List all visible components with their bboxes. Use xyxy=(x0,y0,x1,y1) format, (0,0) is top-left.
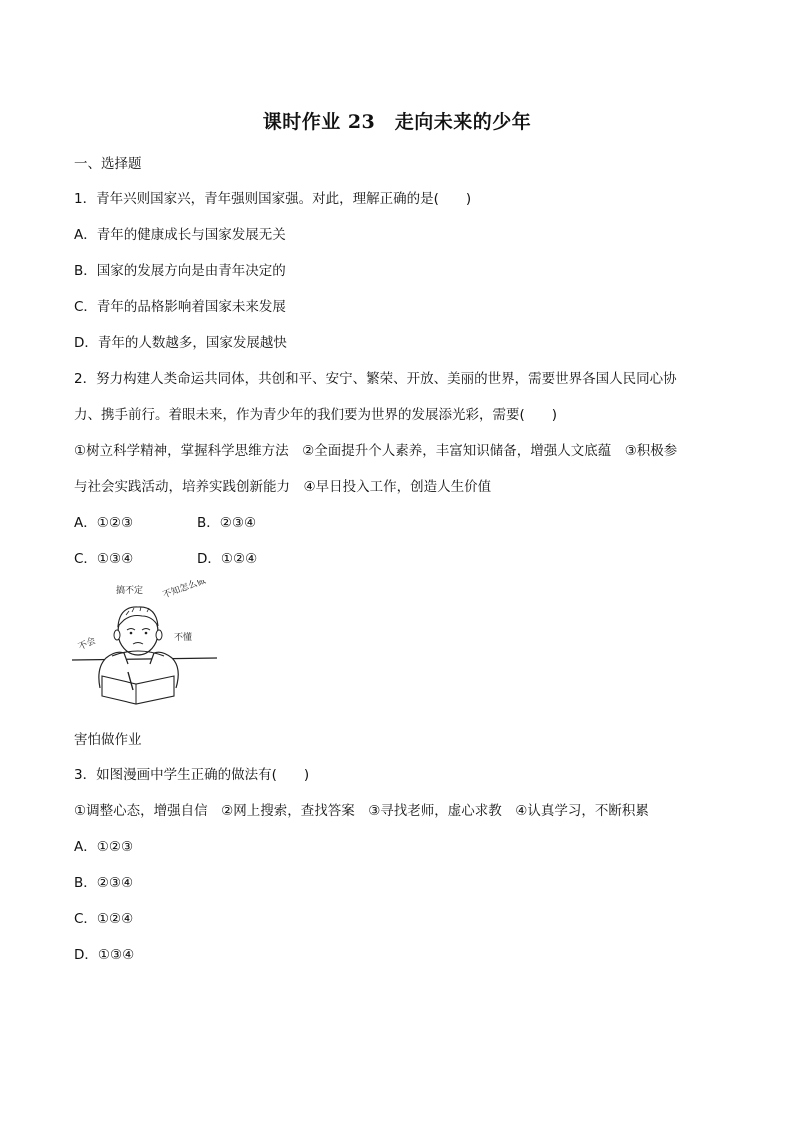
question-3-option-a: A．①②③ xyxy=(74,839,134,855)
question-3-option-d: D．①③④ xyxy=(74,947,135,963)
question-2-option-a: A．①②③ xyxy=(74,515,134,531)
cartoon-figure xyxy=(72,580,222,705)
page-title: 课时作业 23 走向未来的少年 xyxy=(262,111,532,133)
bubble-left-text: 不会 xyxy=(77,636,98,653)
bubble-right-text: 不懂 xyxy=(174,633,193,643)
question-3-stem: 3．如图漫画中学生正确的做法有( ) xyxy=(74,767,310,783)
bubble-right-top-text: 不知怎么做 xyxy=(161,580,208,601)
question-1-option-a: A．青年的健康成长与国家发展无关 xyxy=(74,227,286,243)
question-2-items-line-2: 与社会实践活动，培养实践创新能力 ④早日投入工作，创造人生价值 xyxy=(74,479,492,495)
cartoon-illustration xyxy=(72,580,222,705)
question-2-option-d: D．①②④ xyxy=(197,551,258,567)
question-2-items-line-1: ①树立科学精神，掌握科学思维方法 ②全面提升个人素养，丰富知识储备，增强人文底蕴 ③积极参 xyxy=(74,443,678,459)
question-3-items: ①调整心态，增强自信 ②网上搜索，查找答案 ③寻找老师，虚心求教 ④认真学习，不断积累 xyxy=(74,803,649,819)
question-3-option-b: B．②③④ xyxy=(74,875,134,891)
section-heading: 一、选择题 xyxy=(74,156,142,172)
question-3-option-c: C．①②④ xyxy=(74,911,134,927)
question-1-option-c: C．青年的品格影响着国家未来发展 xyxy=(74,299,286,315)
question-1-option-d: D．青年的人数越多，国家发展越快 xyxy=(74,335,287,351)
question-2-option-c: C．①③④ xyxy=(74,551,134,567)
question-2-option-b: B．②③④ xyxy=(197,515,257,531)
question-1-stem: 1．青年兴则国家兴，青年强则国家强。对此，理解正确的是( ) xyxy=(74,191,472,207)
question-2-stem-line-2: 力、携手前行。着眼未来，作为青少年的我们要为世界的发展添光彩，需要( ) xyxy=(74,407,558,423)
cartoon-caption: 害怕做作业 xyxy=(74,732,142,748)
question-1-option-b: B．国家的发展方向是由青年决定的 xyxy=(74,263,286,279)
question-2-stem-line-1: 2．努力构建人类命运共同体，共创和平、安宁、繁荣、开放、美丽的世界，需要世界各国人民同心协 xyxy=(74,371,677,387)
bubble-top-text: 搞不定 xyxy=(116,586,144,596)
